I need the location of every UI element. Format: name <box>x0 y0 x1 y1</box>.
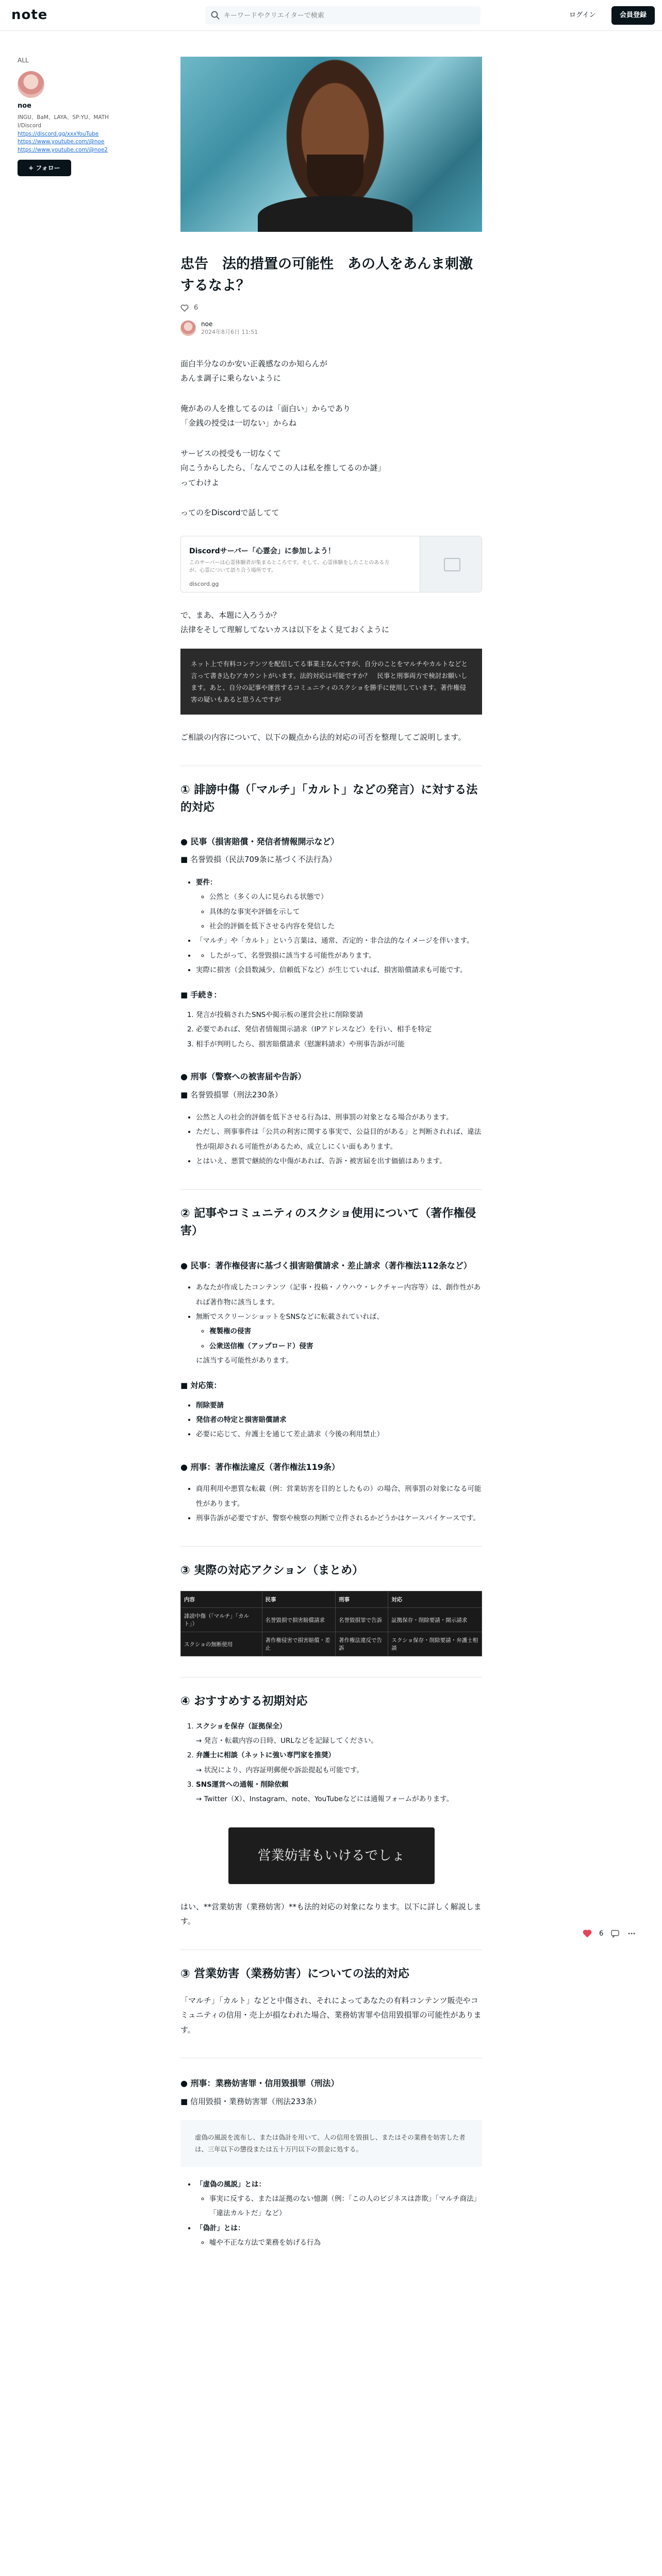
image-placeholder-icon <box>420 536 482 592</box>
magazine-tag[interactable]: ALL <box>18 57 29 64</box>
section-heading: ③ 実際の対応アクション（まとめ） <box>180 1564 364 1578</box>
like-count: 6 <box>194 304 198 312</box>
paragraph: で、まあ、本題に入ろうか？ <box>180 610 281 620</box>
section-heading: ④ おすすめする初期対応 <box>180 1695 308 1708</box>
paragraph: 面白半分なのか安い正義感なのか知らんが <box>180 359 328 368</box>
paragraph: あんま調子に乗らないように <box>180 374 282 383</box>
search-input[interactable] <box>224 6 471 25</box>
card-title: Discordサーバー「心霊会」に参加しよう！ <box>189 547 335 555</box>
list-item: • 削除要請 <box>196 1398 482 1413</box>
list-item: • 無断でスクリーンショットをSNSなどに転載されていれば、 <box>196 1310 482 1324</box>
card-description: このサーバーは心霊体験者が集まるところです。そして、心霊体験をしたことのある方が、心霊について語り合う場所です。 <box>189 560 390 573</box>
search-box[interactable] <box>205 6 481 25</box>
table-header: 内容 <box>181 1591 262 1608</box>
comment-icon[interactable] <box>610 1929 620 1938</box>
table-header-row <box>181 1591 482 1608</box>
list-item-detail: → 状況により、内容証明郵便や訴訟提起も可能です。 <box>196 1766 364 1774</box>
paragraph: 向こうからしたら、「なんでこの人は私を推してるのか謎」 <box>180 463 386 473</box>
list-item: • 発信者の特定と損害賠償請求 <box>196 1413 482 1427</box>
heart-icon[interactable] <box>583 1929 592 1938</box>
list-item: 2. 必要であれば、発信者情報開示請求（IPアドレスなど）を行い、相手を特定 <box>196 1022 482 1037</box>
response-heading: ■ 対応策： <box>180 1381 222 1391</box>
requirements-list <box>196 875 482 977</box>
list-item: 1. 発言が投稿されたSNSや掲示板の運営会社に削除要請 <box>196 1008 482 1022</box>
list-item: • あなたが作成したコンテンツ（記事・投稿・ノウハウ・レクチャー内容等）は、創作性があれば著作物に該当します。 <box>196 1280 482 1310</box>
bio-link[interactable]: https://discord.gg/xxxYouTube <box>18 130 99 137</box>
list-item: • とはいえ、悪質で継続的な中傷があれば、告訴・被害届を出す価値はあります。 <box>196 1154 482 1168</box>
more-icon[interactable] <box>627 1929 636 1938</box>
creator-bio <box>18 114 110 155</box>
floating-like-count: 6 <box>599 1929 604 1938</box>
avatar[interactable] <box>18 71 44 98</box>
list-item: ◦ 社会的評価を低下させる内容を発信した <box>209 919 482 934</box>
question-quote: ネット上で有料コンテンツを配信してる事業主なんですが、自分のことをマルチやカルトなどと言って書き込むアカウントがいます。法的対応は可能ですか？ 民事と刑事両方で検討お願いします。あと、自分の記事や運営するコミュニティのスクショを勝手に使用しています。著作権侵害の疑いもあると思うんですが <box>180 649 482 715</box>
article-title: 忠告 法的措置の可能性 あの人をあんま刺激するなよ？ <box>180 256 473 294</box>
law-label: ■ 名誉毀損罪（刑法230条） <box>180 1090 283 1099</box>
copyright-notes <box>196 1280 482 1368</box>
list-item: • 「マルチ」や「カルト」という言葉は、通常、否定的・非合法的なイメージを伴います。 <box>196 934 482 948</box>
card-url: discord.gg <box>189 580 219 587</box>
list-item: に該当する可能性があります。 <box>196 1356 293 1365</box>
section-heading: ① 誹謗中傷（「マルチ」「カルト」などの発言）に対する法的対応 <box>180 783 478 814</box>
subsection-heading: ● 民事（損害賠償・発信者情報開示など） <box>180 836 339 846</box>
creator-name[interactable]: noe <box>18 102 32 110</box>
lead-paragraph: ご相談の内容について、以下の観点から法的対応の可否を整理してご説明します。 <box>180 733 466 742</box>
response-list <box>196 1398 482 1442</box>
section-heading: ③ 営業妨害（業務妨害）についての法的対応 <box>180 1967 409 1980</box>
list-item: ◦ 公衆送信権（アップロード）侵害 <box>209 1339 482 1353</box>
table-header: 対応 <box>388 1591 482 1608</box>
table-cell: 著作権法違反で告訴 <box>335 1632 388 1656</box>
table-header: 刑事 <box>335 1591 388 1608</box>
table-cell: スクショ保存・削除要請・弁護士相談 <box>388 1632 482 1656</box>
list-item-title: スクショを保存（証拠保全） <box>196 1722 287 1731</box>
table-row <box>181 1608 482 1632</box>
subsection-heading: ● 刑事：業務妨害罪・信用毀損罪（刑法） <box>180 2078 339 2089</box>
paragraph: 俺があの人を推してるのは「面白い」からであり <box>180 403 351 413</box>
search-icon <box>210 10 221 21</box>
list-item-detail: → 発言・転載内容の日時、URLなどを記録してください。 <box>196 1736 378 1745</box>
discord-link-card[interactable] <box>180 536 482 592</box>
list-item: ◦ 嘘や不正な方法で業務を妨げる行為 <box>209 2235 482 2250</box>
list-item-detail: → Twitter（X）、Instagram、note、YouTubeなどには通報フォームがあります。 <box>196 1795 454 1804</box>
list-item: • 実際に損害（会員数減少、信頼低下など）が生じていれば、損害賠償請求も可能です。 <box>196 963 482 977</box>
list-item: 要件： <box>196 878 217 887</box>
paragraph: 「金銭の授受は一切ない」からね <box>180 418 297 428</box>
summary-table <box>180 1591 482 1656</box>
criminal-notes <box>196 1110 482 1168</box>
list-item: 「偽計」とは： <box>196 2224 245 2232</box>
paragraph: サービスの授受も一切なくて <box>180 448 282 458</box>
bio-link[interactable]: https://www.youtube.com/@noe <box>18 139 105 145</box>
list-item: • 刑事告訴が必要ですが、警察や検察の判断で立件されるかどうかはケースバイケースです。 <box>196 1511 482 1526</box>
floating-actions <box>583 1929 636 1938</box>
login-link[interactable]: ログイン <box>569 11 596 19</box>
subsection-heading: ● 刑事（警察への被害届や告訴） <box>180 1071 306 1081</box>
paragraph: ってわけよ <box>180 478 220 487</box>
hero-shirt <box>258 196 412 232</box>
bio-link[interactable]: https://www.youtube.com/@noe2 <box>18 147 108 153</box>
signup-button[interactable]: 会員登録 <box>611 6 655 25</box>
author-avatar[interactable] <box>180 320 196 336</box>
list-item: ◦ 事実に反する、または証拠のない憶測（例：「この人のビジネスは詐欺」「マルチ商法」「違法カルトだ」など） <box>209 2192 482 2221</box>
creator-sidebar <box>18 57 110 176</box>
paragraph: はい、**営業妨害（業務妨害）**も法的対応の対象になります。以下に詳しく解説します。 <box>180 1902 482 1926</box>
list-item-title: 弁護士に相談（ネットに強い専門家を推奨） <box>196 1751 335 1760</box>
list-item: • 商用利用や悪質な転載（例：営業妨害を目的としたもの）の場合、刑事罰の対象になる可能性があります。 <box>196 1482 482 1511</box>
follow-button[interactable]: + フォロー <box>18 160 71 176</box>
procedure-heading: ■ 手続き： <box>180 990 222 1000</box>
table-cell: 名誉毀損で損害賠償請求 <box>262 1608 335 1632</box>
article <box>180 57 482 2250</box>
table-header: 民事 <box>262 1591 335 1608</box>
text-banner-image: 営業妨害もいけるでしょ <box>228 1827 435 1884</box>
list-item: ◦ • したがって、名誉毀損に該当する可能性があります。 <box>209 948 482 963</box>
list-item: 3. 相手が判明したら、損害賠償請求（慰謝料請求）や刑事告訴が可能 <box>196 1037 482 1052</box>
paragraph: 「マルチ」「カルト」などと中傷され、それによってあなたの有料コンテンツ販売やコミュニティの信用・売上が損なわれた場合、業務妨害罪や信用毀損罪の可能性があります。 <box>180 1995 482 2035</box>
definition-list <box>196 2177 482 2250</box>
subsection-heading: ● 民事：著作権侵害に基づく損害賠償請求・差止請求（著作権法112条など） <box>180 1260 472 1270</box>
initial-actions-list <box>196 1719 482 1807</box>
law-quote: 虚偽の風説を流布し、または偽計を用いて、人の信用を毀損し、またはその業務を妨害した者は、三年以下の懲役または五十万円以下の罰金に処する。 <box>180 2120 482 2166</box>
procedure-list <box>196 1008 482 1052</box>
list-item: • 必要に応じて、弁護士を通じて差止請求（今後の利用禁止） <box>196 1427 482 1442</box>
divider <box>180 1189 482 1190</box>
law-label: ■ 信用毀損・業務妨害罪（刑法233条） <box>180 2096 321 2106</box>
publish-date: 2024年8月6日 11:51 <box>201 328 258 335</box>
author-row <box>180 320 482 336</box>
table-cell: スクショの無断使用 <box>181 1632 262 1656</box>
paragraph: 法律をそして理解してないカスは以下をよく見ておくように <box>180 625 390 635</box>
heart-icon[interactable] <box>180 304 189 312</box>
table-cell: 証拠保存・削除要請・開示請求 <box>388 1608 482 1632</box>
list-item: ◦ 複製権の侵害 <box>209 1324 482 1338</box>
copyright-criminal-notes <box>196 1482 482 1526</box>
author-name[interactable]: noe <box>201 320 213 328</box>
list-item: • ただし、刑事事件は「公共の利害に関する事実で、公益目的がある」と判断されれば、違法性が阻却される可能性があるため、成立しにくい面もあります。 <box>196 1125 482 1154</box>
article-body <box>180 357 482 2250</box>
table-cell: 名誉毀損罪で告訴 <box>335 1608 388 1632</box>
note-logo[interactable]: note <box>11 7 48 23</box>
table-cell: 著作権侵害で損害賠償・差止 <box>262 1632 335 1656</box>
like-row <box>180 304 482 312</box>
list-item: ◦ 具体的な事実や評価を示して <box>209 905 482 919</box>
section-heading: ② 記事やコミュニティのスクショ使用について（著作権侵害） <box>180 1207 476 1238</box>
table-cell: 誹謗中傷（「マルチ」「カルト」） <box>181 1608 262 1632</box>
divider <box>180 1546 482 1547</box>
list-item: 「虚偽の風説」とは： <box>196 2180 266 2189</box>
bio-text: INGU、BaM、LAYA、SP:YU、MATHI/Discord <box>18 114 109 129</box>
list-item: ◦ 公然と（多くの人に見られる状態で） <box>209 890 482 904</box>
paragraph: ってのをDiscordで話してて <box>180 508 279 518</box>
hero-image <box>180 57 482 232</box>
top-header <box>0 0 662 31</box>
subsection-heading: ● 刑事：著作権法違反（著作権法119条） <box>180 1462 340 1472</box>
list-item: • 公然と人の社会的評価を低下させる行為は、刑事罰の対象となる場合があります。 <box>196 1110 482 1125</box>
table-row <box>181 1632 482 1656</box>
law-label: ■ 名誉毀損（民法709条に基づく不法行為） <box>180 855 337 865</box>
list-item-title: SNS運営への通報・削除依頼 <box>196 1780 289 1789</box>
